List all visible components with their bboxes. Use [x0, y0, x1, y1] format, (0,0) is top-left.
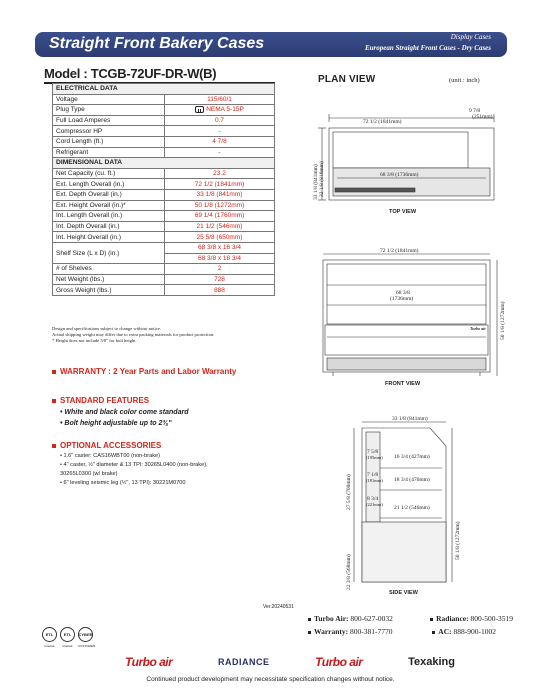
contact-turbo: Turbo Air: 800-627-0032 [308, 612, 393, 625]
footer-disclaimer: Continued product development may necessitate specification changes without notice. [146, 676, 395, 683]
optional-accessories-title: OPTIONAL ACCESSORIES [60, 441, 162, 450]
contact-radiance: Radiance: 800-500-3519 [430, 612, 513, 625]
spec-value: 728 [165, 274, 275, 285]
etl-sanitation-icon: ETL [60, 627, 75, 642]
spec-value: - [165, 126, 275, 137]
bullet-square-icon [308, 618, 311, 621]
spec-value: 33 1/8 (841mm) [165, 189, 275, 200]
spec-label: Net Weight (lbs.) [53, 274, 165, 285]
page-title: Straight Front Bakery Cases [49, 35, 265, 52]
version-label: Ver.20240531 [263, 604, 294, 610]
side-a2mm: (181mm) [366, 478, 383, 483]
spec-value: 21 1/2 (546mm) [165, 221, 275, 232]
contact-warranty: Warranty: 800-381-7770 [308, 625, 393, 638]
model-number: Model : TCGB-72UF-DR-W(B) [44, 66, 275, 84]
side-s2: 18 3/4 (476mm) [394, 477, 430, 483]
top-depth1-dim: 33 1/8 (841mm) [313, 164, 319, 200]
bullet-square-icon [308, 631, 311, 634]
spec-label: Refrigerant [53, 147, 165, 158]
spec-value: 115/60/1 [165, 94, 275, 105]
plan-view-title: PLAN VIEW [318, 74, 376, 85]
spec-value: 888 [165, 285, 275, 296]
list-item: • 1.6" caster: CAS16WBT00 (non-brake) [60, 453, 161, 459]
turbo-air-logo-2: Turbo air [315, 655, 363, 669]
top-view-label: TOP VIEW [389, 209, 417, 215]
front-shelf-dim: 68 3/8 [396, 290, 410, 296]
side-a1mm: (195mm) [366, 455, 383, 460]
cert-caption: Intertek [44, 644, 55, 648]
spec-value: 68 3/8 x 18 3/4 [165, 253, 275, 264]
side-h2: 22 3/8 (568mm) [346, 554, 352, 590]
spec-label: Int. Length Overall (in.) [53, 211, 165, 222]
top-depth2-dim: 32 1/8 (816mm) [319, 161, 325, 197]
front-view-label: FRONT VIEW [385, 381, 421, 387]
list-item: • 4" caster, ½" diameter & 13 TPI: 30265L0400 (non-brake), [60, 462, 208, 468]
spec-label: # of Shelves [53, 264, 165, 275]
spec-value: 0.7 [165, 115, 275, 126]
etl-certification-icon: ETL [42, 627, 57, 642]
cert-caption: CUSTOMER [78, 644, 96, 648]
cert-caption: Intertek [62, 644, 73, 648]
spec-label: Gross Weight (lbs.) [53, 285, 165, 296]
side-s3: 21 1/2 (546mm) [394, 505, 430, 511]
side-s1: 16 3/4 (427mm) [394, 454, 430, 460]
note-line: Actual shipping weight may differ due to extra packing materials for product protection. [52, 332, 215, 337]
list-item: 30265L0300 (w/ brake) [60, 471, 118, 477]
note-line: * Height does not include 5/8" for bolt height. [52, 338, 137, 343]
bullet-square-icon [430, 618, 433, 621]
spec-value: 68 3/8 x 16 3/4 [165, 242, 275, 253]
spec-label: Shelf Size (L x D) (in.) [53, 242, 165, 263]
spec-value: - [165, 147, 275, 158]
side-view-label: SIDE VIEW [389, 590, 418, 596]
side-h1: 27 5/8 (700mm) [346, 474, 352, 510]
top-inner-dim: 68 3/8 (1736mm) [380, 172, 419, 178]
note-line: Design and specifications subject to change without notice. [52, 326, 161, 331]
front-view-drawing [323, 254, 497, 376]
spec-label: Compressor HP [53, 126, 165, 137]
electrical-heading: ELECTRICAL DATA [53, 84, 275, 95]
top-offset-dim: 9 7/8 [469, 108, 481, 114]
front-badge: Turbo air [470, 326, 486, 331]
front-height-dim: 50 1/8 (1272mm) [500, 301, 506, 340]
spec-label: Full Load Amperes [53, 115, 165, 126]
spec-label: Int. Depth Overall (in.) [53, 221, 165, 232]
side-a2: 7 1/8 [367, 472, 379, 478]
spec-label: Cord Length (ft.) [53, 136, 165, 147]
list-item: • 6" leveling seismic leg (½", 13 TPI): 30221M0700 [60, 480, 186, 486]
spec-value: 25 5/8 (650mm) [165, 232, 275, 243]
side-a3: 8 3/4 [367, 496, 379, 502]
front-width-dim: 72 1/2 (1841mm) [380, 248, 419, 254]
spec-value: 4 7/8 [165, 136, 275, 147]
category-label: Display Cases [450, 33, 491, 41]
spec-label: Ext. Height Overall (in.)* [53, 200, 165, 211]
spec-value: 23.2 [165, 168, 275, 179]
certification-captions [42, 644, 96, 648]
spec-value: 72 1/2 (1841mm) [165, 179, 275, 190]
top-view-drawing [318, 114, 494, 200]
spec-label: Ext. Length Overall (in.) [53, 179, 165, 190]
spec-value: 69 1/4 (1760mm) [165, 211, 275, 222]
bullet-square-icon [432, 631, 435, 634]
top-offset-mm: (251mm) [472, 114, 493, 120]
spec-value: 50 1/8 (1272mm) [165, 200, 275, 211]
warranty-text: WARRANTY : 2 Year Parts and Labor Warranty [60, 367, 237, 376]
spec-label: Plug Type [53, 105, 165, 116]
subcategory-label: European Straight Front Cases - Dry Cases [364, 44, 491, 52]
texaking-logo: Texaking [408, 656, 455, 668]
spec-label: Net Capacity (cu. ft.) [53, 168, 165, 179]
top-width-dim: 72 1/2 (1841mm) [363, 119, 402, 125]
list-item: • White and black color come standard [60, 409, 189, 416]
certification-logos [42, 627, 93, 642]
side-a3mm: (221mm) [366, 502, 383, 507]
side-depth-dim: 33 1/8 (841mm) [392, 416, 428, 422]
spec-label: Int. Height Overall (in.) [53, 232, 165, 243]
radiance-logo: RADIANCE [217, 657, 270, 667]
contact-phones [308, 612, 513, 638]
standard-features-title: STANDARD FEATURES [60, 396, 150, 405]
list-item: • Bolt height adjustable up to 2⅜" [60, 420, 172, 427]
spec-value: 2 [165, 264, 275, 275]
brand-logos [125, 655, 455, 669]
unit-label: (unit : inch) [449, 77, 480, 84]
turbo-air-logo: Turbo air [125, 655, 173, 669]
cyber-certification-icon: CYBER [78, 627, 93, 642]
spec-label: Voltage [53, 94, 165, 105]
front-shelf-mm: (1736mm) [390, 296, 414, 302]
plug-value: NEMA 5-15P [206, 106, 244, 114]
side-a1: 7 5/8 [367, 449, 379, 455]
spec-label: Ext. Depth Overall (in.) [53, 189, 165, 200]
contact-ac: AC: 888-900-1002 [432, 625, 496, 638]
dimensional-heading: DIMENSIONAL DATA [53, 158, 275, 169]
side-h3: 50 1/8 (1272mm) [455, 521, 461, 560]
